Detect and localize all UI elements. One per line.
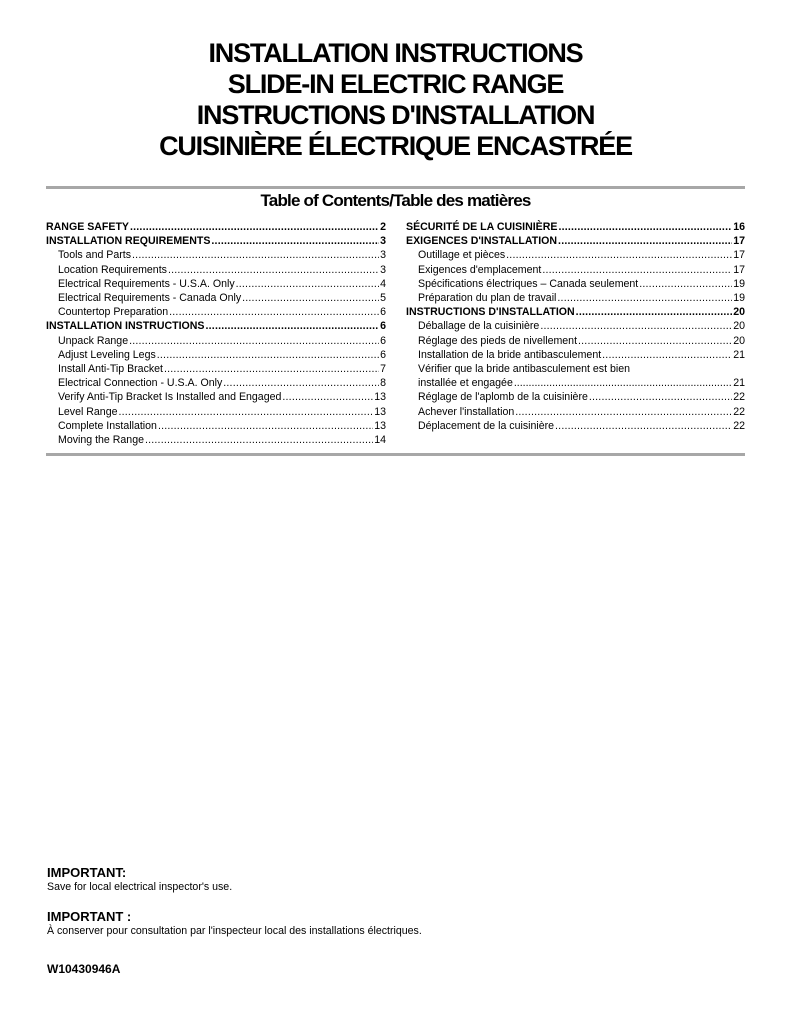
dot-leader bbox=[242, 291, 379, 305]
important-note-french bbox=[47, 909, 422, 938]
toc-section-entry[interactable] bbox=[406, 305, 745, 319]
toc-entry-label: Exigences d'emplacement bbox=[418, 263, 542, 276]
toc-entry[interactable] bbox=[46, 277, 386, 291]
toc-entry[interactable] bbox=[46, 305, 386, 319]
toc-entry-label: Verify Anti-Tip Bracket Is Installed and Engaged bbox=[58, 391, 282, 404]
dot-leader bbox=[169, 305, 379, 319]
dot-leader bbox=[236, 277, 379, 291]
toc-entry[interactable] bbox=[46, 348, 386, 362]
toc-entry-page: 22 bbox=[733, 391, 745, 404]
dot-leader bbox=[557, 291, 732, 305]
dot-leader bbox=[558, 234, 732, 248]
toc-entry-label: Electrical Connection - U.S.A. Only bbox=[58, 377, 223, 390]
toc-entry-page: 16 bbox=[733, 221, 745, 233]
dot-leader bbox=[555, 419, 732, 433]
toc-entry-page: 21 bbox=[733, 348, 745, 361]
toc-entry-page: 6 bbox=[380, 334, 386, 347]
toc-entry[interactable] bbox=[406, 248, 745, 262]
important-heading: IMPORTANT: bbox=[47, 865, 127, 880]
dot-leader bbox=[158, 419, 373, 433]
toc-heading: Table of Contents/Table des matières bbox=[260, 191, 531, 210]
toc-entry[interactable] bbox=[46, 334, 386, 348]
toc-entry[interactable] bbox=[46, 390, 386, 404]
toc-entry-page: 3 bbox=[380, 235, 386, 248]
toc-entry[interactable] bbox=[406, 319, 745, 333]
toc-column-french bbox=[406, 220, 745, 433]
toc-section-entry[interactable] bbox=[406, 234, 745, 248]
toc-entry-label: Réglage des pieds de nivellement bbox=[418, 334, 578, 347]
toc-entry-label: Outillage et pièces bbox=[418, 249, 506, 262]
document-title bbox=[0, 38, 791, 162]
important-text: Save for local electrical inspector's use. bbox=[47, 881, 233, 893]
toc-entry[interactable] bbox=[46, 362, 386, 376]
toc-entry-label: Déplacement de la cuisinière bbox=[418, 419, 555, 432]
toc-entry-page: 20 bbox=[733, 306, 745, 319]
dot-leader bbox=[542, 263, 732, 277]
toc-entry-label: RANGE SAFETY bbox=[46, 221, 129, 233]
toc-entry-label: SÉCURITÉ DE LA CUISINIÈRE bbox=[406, 221, 558, 233]
toc-entry[interactable] bbox=[406, 390, 745, 404]
dot-leader bbox=[129, 334, 379, 348]
toc-entry[interactable] bbox=[46, 248, 386, 262]
toc-section-entry[interactable] bbox=[46, 319, 386, 333]
dot-leader bbox=[211, 234, 379, 248]
toc-entry-label: INSTALLATION REQUIREMENTS bbox=[46, 235, 211, 248]
toc-entry-label: Electrical Requirements - Canada Only bbox=[58, 292, 242, 305]
toc-entry-label: Réglage de l'aplomb de la cuisinière bbox=[418, 391, 588, 404]
dot-leader bbox=[157, 348, 379, 362]
dot-leader bbox=[164, 362, 379, 376]
toc-entry-page: 17 bbox=[733, 235, 745, 248]
toc-entry-label: Préparation du plan de travail bbox=[418, 292, 557, 305]
toc-entry[interactable] bbox=[46, 291, 386, 305]
toc-entry-page: 4 bbox=[380, 277, 386, 290]
dot-leader bbox=[168, 263, 379, 277]
important-note-english bbox=[47, 865, 232, 894]
toc-entry[interactable] bbox=[406, 277, 745, 291]
title-line: CUISINIÈRE ÉLECTRIQUE ENCASTRÉE bbox=[159, 131, 632, 161]
toc-entry-page: 17 bbox=[733, 263, 745, 276]
toc-entry[interactable] bbox=[406, 362, 745, 390]
toc-entry-page: 20 bbox=[733, 334, 745, 347]
toc-entry-page: 20 bbox=[733, 320, 745, 333]
dot-leader bbox=[558, 220, 732, 234]
toc-entry-page: 13 bbox=[374, 405, 386, 418]
toc-entry-label: Level Range bbox=[58, 405, 118, 418]
title-line: INSTALLATION INSTRUCTIONS bbox=[208, 38, 583, 68]
toc-entry-label: Install Anti-Tip Bracket bbox=[58, 363, 163, 376]
toc-entry-page: 17 bbox=[733, 249, 745, 262]
toc-entry-page: 19 bbox=[733, 277, 745, 290]
toc-entry-page: 6 bbox=[380, 320, 386, 333]
dot-leader bbox=[206, 319, 380, 333]
toc-entry[interactable] bbox=[406, 405, 745, 419]
dot-leader bbox=[282, 390, 373, 404]
dot-leader bbox=[576, 305, 733, 319]
toc-entry-label: Tools and Parts bbox=[58, 249, 132, 262]
toc-entry-label: Complete Installation bbox=[58, 419, 157, 432]
toc-entry-label: installée et engagée bbox=[418, 377, 513, 390]
toc-entry[interactable] bbox=[406, 348, 745, 362]
toc-entry-label: Countertop Preparation bbox=[58, 306, 169, 319]
dot-leader bbox=[602, 348, 732, 362]
toc-section-entry[interactable] bbox=[46, 234, 386, 248]
toc-entry-label: EXIGENCES D'INSTALLATION bbox=[406, 235, 558, 248]
dot-leader bbox=[130, 220, 379, 234]
toc-entry[interactable] bbox=[46, 376, 386, 390]
toc-entry[interactable] bbox=[46, 433, 386, 447]
dot-leader bbox=[145, 433, 373, 447]
toc-entry-label: Vérifier que la bride antibasculement est bien bbox=[418, 363, 630, 376]
toc-column-english bbox=[46, 220, 386, 447]
toc-entry-label: Achever l'installation bbox=[418, 405, 515, 418]
toc-entry-page: 6 bbox=[380, 348, 386, 361]
toc-entry-page: 13 bbox=[374, 419, 386, 432]
toc-entry-label: Installation de la bride antibasculement bbox=[418, 348, 602, 361]
title-line: SLIDE-IN ELECTRIC RANGE bbox=[227, 69, 564, 99]
toc-entry-label: Adjust Leveling Legs bbox=[58, 348, 156, 361]
toc-section-entry[interactable] bbox=[46, 220, 386, 234]
toc-entry-page: 19 bbox=[733, 292, 745, 305]
toc-entry[interactable] bbox=[406, 291, 745, 305]
toc-entry-page: 2 bbox=[380, 221, 386, 233]
toc-entry-page: 3 bbox=[380, 263, 386, 276]
important-heading: IMPORTANT : bbox=[47, 909, 132, 924]
toc-entry-label: Moving the Range bbox=[58, 434, 144, 447]
dot-leader bbox=[132, 248, 379, 262]
toc-entry-page: 22 bbox=[733, 405, 745, 418]
title-line: INSTRUCTIONS D'INSTALLATION bbox=[196, 100, 595, 130]
document-number: W10430946A bbox=[47, 962, 121, 976]
toc-entry-page: 14 bbox=[374, 434, 386, 447]
toc-entry-label: Spécifications électriques – Canada seulement bbox=[418, 277, 639, 290]
toc-entry-page: 3 bbox=[380, 249, 386, 262]
toc-entry-label: Electrical Requirements - U.S.A. Only bbox=[58, 277, 235, 290]
dot-leader bbox=[639, 277, 732, 291]
toc-entry[interactable] bbox=[46, 419, 386, 433]
toc-entry-page: 5 bbox=[380, 292, 386, 305]
toc-entry-page: 6 bbox=[380, 306, 386, 319]
top-divider bbox=[46, 186, 745, 189]
toc-entry-label: Déballage de la cuisinière bbox=[418, 320, 540, 333]
toc-entry-page: 7 bbox=[380, 363, 386, 376]
toc-entry-label: Location Requirements bbox=[58, 263, 167, 276]
important-text: À conserver pour consultation par l'inspecteur local des installations électriques. bbox=[47, 925, 422, 937]
dot-leader bbox=[540, 319, 732, 333]
toc-section-entry[interactable] bbox=[406, 220, 745, 234]
toc-entry-label: Unpack Range bbox=[58, 334, 129, 347]
dot-leader bbox=[514, 376, 732, 390]
toc-entry-label: INSTALLATION INSTRUCTIONS bbox=[46, 320, 205, 333]
dot-leader bbox=[578, 334, 732, 348]
toc-entry[interactable] bbox=[406, 419, 745, 433]
toc-entry-page: 13 bbox=[374, 391, 386, 404]
toc-entry[interactable] bbox=[406, 263, 745, 277]
toc-entry-label: INSTRUCTIONS D'INSTALLATION bbox=[406, 306, 575, 319]
toc-entry-page: 8 bbox=[380, 377, 386, 390]
dot-leader bbox=[506, 248, 732, 262]
dot-leader bbox=[119, 405, 374, 419]
toc-entry[interactable] bbox=[46, 405, 386, 419]
dot-leader bbox=[515, 405, 732, 419]
dot-leader bbox=[223, 376, 379, 390]
toc-entry-page: 22 bbox=[733, 419, 745, 432]
toc-entry[interactable] bbox=[406, 334, 745, 348]
dot-leader bbox=[589, 390, 732, 404]
toc-entry-page: 21 bbox=[733, 377, 745, 390]
toc-entry[interactable] bbox=[46, 263, 386, 277]
bottom-divider bbox=[46, 453, 745, 456]
